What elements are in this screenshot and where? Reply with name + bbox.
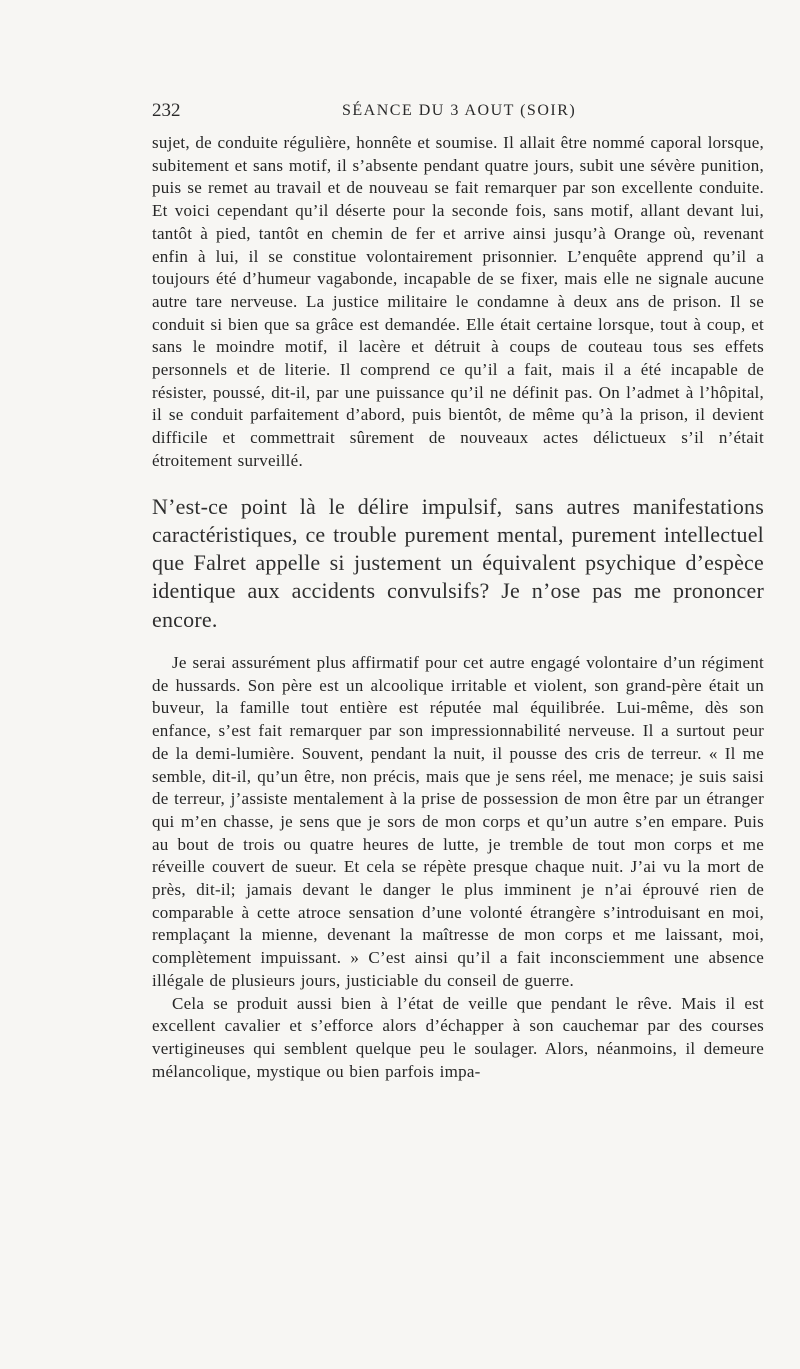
book-page: [152, 100, 764, 1083]
paragraph-waking-dream: Cela se produit aussi bien à l’état de veille que pendant le rêve. Mais il est excellent cavalier et s’efforce alors d’échapper à son cauchemar par des courses vertigineuses qui semblent quelque peu le soulager. Alors, néanmoins, il demeure mélancolique, mystique ou bien parfois impa-: [152, 993, 764, 1081]
page-header: [152, 100, 764, 132]
paragraph-commentary: N’est-ce point là le délire impulsif, sans autres manifestations caractéristiques, ce trouble purement mental, purement intellectuel que Falret appelle si justement un équivalent psychique d’espèce identique aux accidents convulsifs? Je n’ose pas me prononcer encore.: [152, 493, 764, 632]
paragraph-continuation: sujet, de conduite régulière, honnête et soumise. Il allait être nommé caporal lorsque, subitement et sans motif, il s’absente pendant quatre jours, subit une sévère punition, puis se remet au travail et de nouveau se fait remarquer par son excellente conduite. Et voici cependant qu’il déserte pour la seconde fois, sans motif, allant devant lui, tantôt à pied, tantôt en chemin de fer et arrive ainsi jusqu’à Orange où, revenant enfin à lui, il se constitue volontairement prisonnier. L’enquête apprend qu’il a toujours été d’humeur vagabonde, incapable de se fixer, mais elle ne signale aucune autre tare nerveuse. La justice militaire le condamne à deux ans de prison. Il se conduit si bien que sa grâce est demandée. Elle était certaine lorsque, tout à coup, et sans le moindre motif, il lacère et détruit à coups de couteau tous ses effets personnels et de literie. Il comprend ce qu’il a fait, mais il a été incapable de résister, poussé, dit-il, par une puissance qu’il ne définit pas. On l’admet à l’hôpital, il se conduit parfaitement d’abord, puis bientôt, de même qu’à la prison, il devient difficile et commettrait sûrement de nouveaux actes délictueux s’il n’était étroitement surveillé.: [152, 133, 764, 470]
running-head: SÉANCE DU 3 AOUT (SOIR): [342, 102, 577, 119]
paragraph-case-hussar: Je serai assurément plus affirmatif pour cet autre engagé volontaire d’un régiment de hussards. Son père est un alcoolique irritable et violent, son grand-père était un buveur, la famille tout entière est réputée mal équilibrée. Lui-même, dès son enfance, s’est fait remarquer par son impressionnabilité nerveuse. Il a surtout peur de la demi-lumière. Souvent, pendant la nuit, il pousse des cris de terreur. « Il me semble, dit-il, qu’un être, non précis, mais que je sens réel, me menace; je suis saisi de terreur, j’assiste mentalement à la prise de possession de mon être par un étranger qui m’en chasse, je sens que je sors de mon corps et qu’un autre s’en empare. Puis au bout de trois ou quatre heures de lutte, je tremble de tout mon corps et me réveille couvert de sueur. Et cela se répète presque chaque nuit. J’ai vu la mort de près, dit-il; jamais devant le danger le plus imminent je n’ai éprouvé rien de comparable à cette atroce sensation d’une volonté étrangère s’introduisant en moi, remplaçant la mienne, devenant la maîtresse de mon corps et me laissant, moi, complètement impuissant. » C’est ainsi qu’il a fait inconsciemment une absence illégale de plusieurs jours, justiciable du conseil de guerre.: [152, 653, 764, 990]
page-number: 232: [152, 100, 181, 121]
